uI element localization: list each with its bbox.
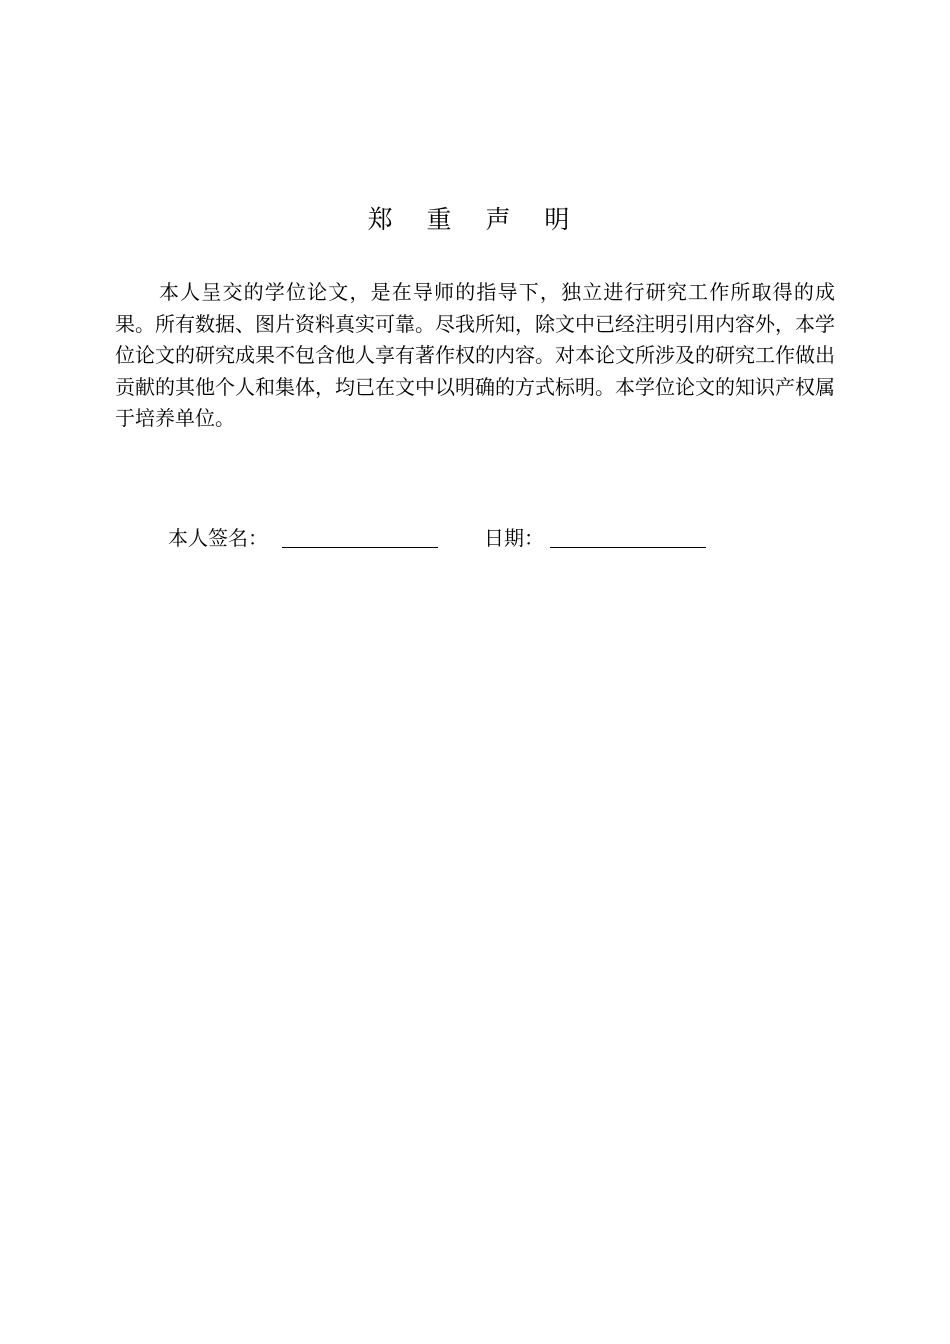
date-line: [550, 547, 706, 548]
date-label: 日期：: [484, 526, 544, 550]
signature-row: [168, 522, 768, 556]
page-title: 郑 重 声 明: [367, 205, 583, 234]
declaration-body: 本人呈交的学位论文，是在导师的指导下，独立进行研究工作所取得的成果。所有数据、图片资料真实可靠。尽我所知，除文中已经注明引用内容外，本学位论文的研究成果不包含他人享有著作权的内容。对本论文所涉及的研究工作做出贡献的其他个人和集体，均已在文中以明确的方式标明。本学位论文的知识产权属于培养单位。: [115, 280, 835, 430]
signature-label: 本人签名：: [168, 526, 268, 550]
signature-line: [282, 547, 438, 548]
